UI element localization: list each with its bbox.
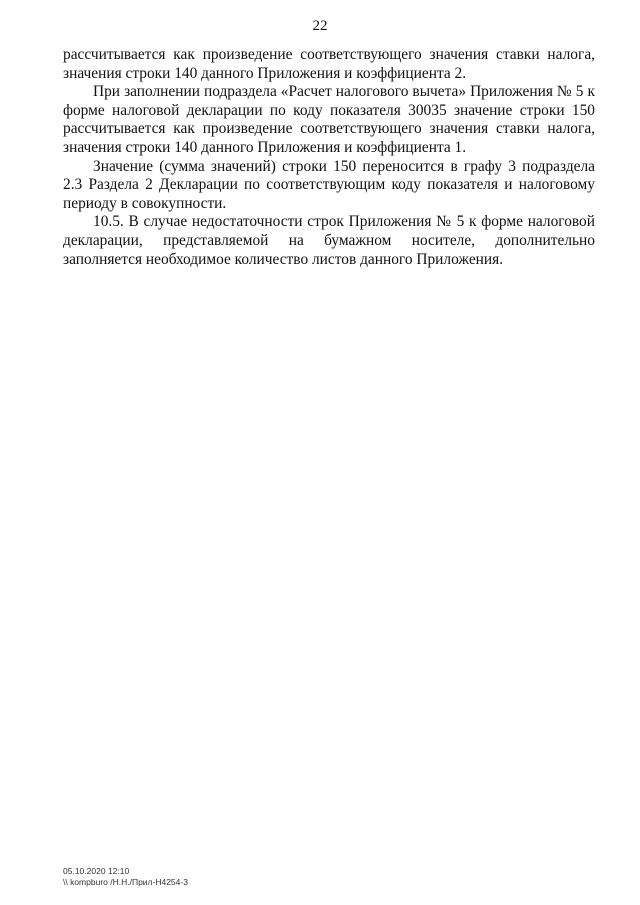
paragraph-line-150-transfer: Значение (сумма значений) строки 150 переносится в графу 3 подраздела 2.3 Раздела 2 Декларации по соответствующим коду показателя и налоговому периоду в совокупности. (63, 157, 595, 212)
paragraph-tax-deduction: При заполнении подраздела «Расчет налогового вычета» Приложения № 5 к форме налоговой декларации по коду показателя 30035 значение строки 150 рассчитывается как произведение соответствующего значения ставки налога, значения строки 140 данного Приложения и коэффициента 1. (63, 83, 595, 156)
paragraph-continuation: рассчитывается как произведение соответствующего значения ставки налога, значения строки 140 данного Приложения и коэффициента 2. (63, 46, 595, 82)
document-body (63, 46, 595, 269)
footer-timestamp: 05.10.2020 12:10 (63, 866, 130, 876)
footer-file-path: \\ kompburo /Н.Н./Прил-Н4254-3 (63, 877, 188, 887)
footer (63, 866, 188, 888)
paragraph-10-5: 10.5. В случае недостаточности строк Приложения № 5 к форме налоговой декларации, представляемой на бумажном носителе, дополнительно заполняется необходимое количество листов данного Приложения. (63, 213, 595, 268)
page-number: 22 (312, 18, 328, 34)
